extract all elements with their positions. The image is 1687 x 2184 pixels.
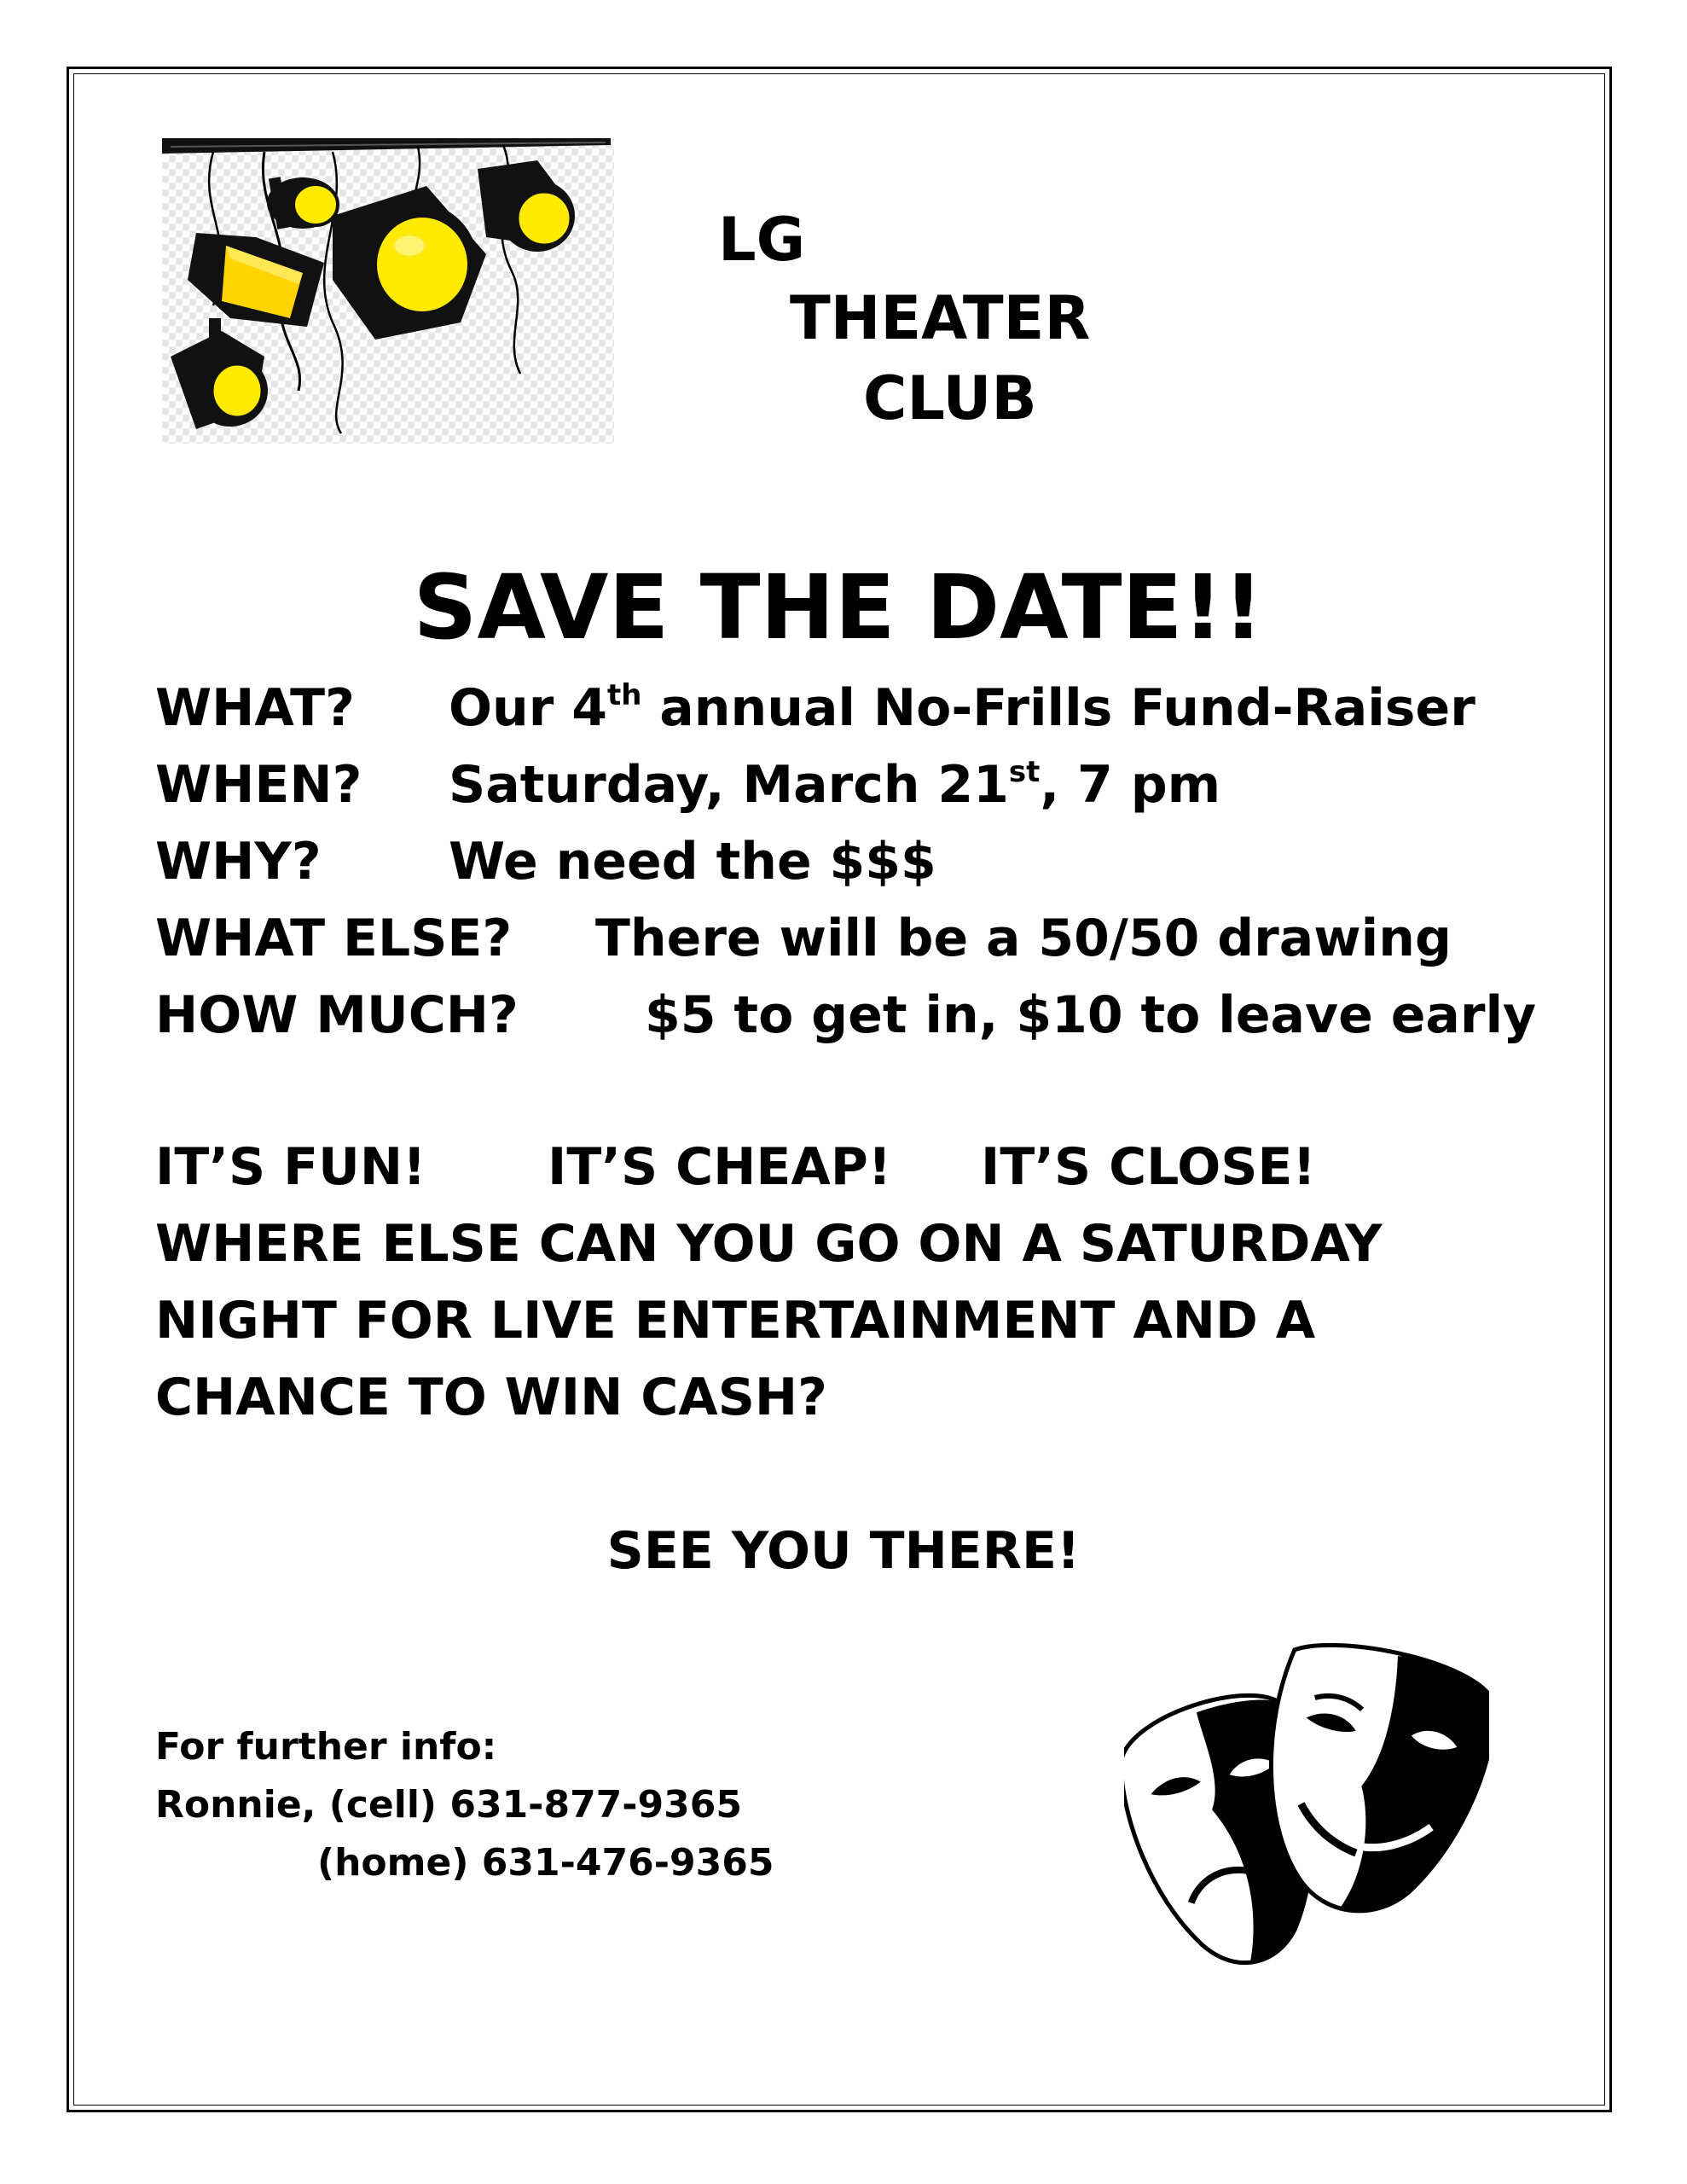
spotlights-image xyxy=(162,135,614,444)
save-the-date-headline xyxy=(0,555,1687,659)
what-value-post: annual No-Frills Fund-Raiser xyxy=(641,678,1475,738)
club-title-line-1: LG xyxy=(718,205,806,275)
what-value xyxy=(449,678,1475,738)
how-much-value: $5 to get in, $10 to leave early xyxy=(645,985,1537,1045)
theater-masks-image xyxy=(1124,1636,1489,1976)
when-value xyxy=(449,755,1221,815)
when-value-post: , 7 pm xyxy=(1040,755,1221,815)
contact-cell: Ronnie, (cell) 631-877-9365 xyxy=(155,1783,743,1827)
why-label: WHY? xyxy=(155,832,322,892)
closing-text-span: SEE YOU THERE! xyxy=(606,1521,1081,1581)
how-much-label: HOW MUCH? xyxy=(155,985,519,1045)
what-value-pre: Our 4 xyxy=(449,678,607,738)
tagline-close: IT’S CLOSE! xyxy=(981,1137,1316,1197)
closing-text xyxy=(0,1521,1687,1581)
pitch-line-2: NIGHT FOR LIVE ENTERTAINMENT AND A xyxy=(155,1291,1316,1350)
what-label: WHAT? xyxy=(155,678,355,738)
headline-text: SAVE THE DATE!! xyxy=(413,555,1264,659)
contact-home: (home) 631-476-9365 xyxy=(317,1841,774,1885)
pitch-line-3: CHANCE TO WIN CASH? xyxy=(155,1368,827,1427)
when-value-pre: Saturday, March 21 xyxy=(449,755,1009,815)
pitch-line-1: WHERE ELSE CAN YOU GO ON A SATURDAY xyxy=(155,1214,1383,1274)
what-else-label: WHAT ELSE? xyxy=(155,909,513,968)
what-else-value: There will be a 50/50 drawing xyxy=(595,909,1452,968)
club-title-line-2: THEATER xyxy=(790,283,1091,353)
contact-heading: For further info: xyxy=(155,1725,497,1769)
when-label: WHEN? xyxy=(155,755,362,815)
tagline-cheap: IT’S CHEAP! xyxy=(548,1137,892,1197)
club-title-line-3: CLUB xyxy=(863,363,1037,433)
why-value: We need the $$$ xyxy=(449,832,936,892)
tagline-fun: IT’S FUN! xyxy=(155,1137,426,1197)
what-value-sup: th xyxy=(606,678,642,712)
when-value-sup: st xyxy=(1008,755,1041,789)
